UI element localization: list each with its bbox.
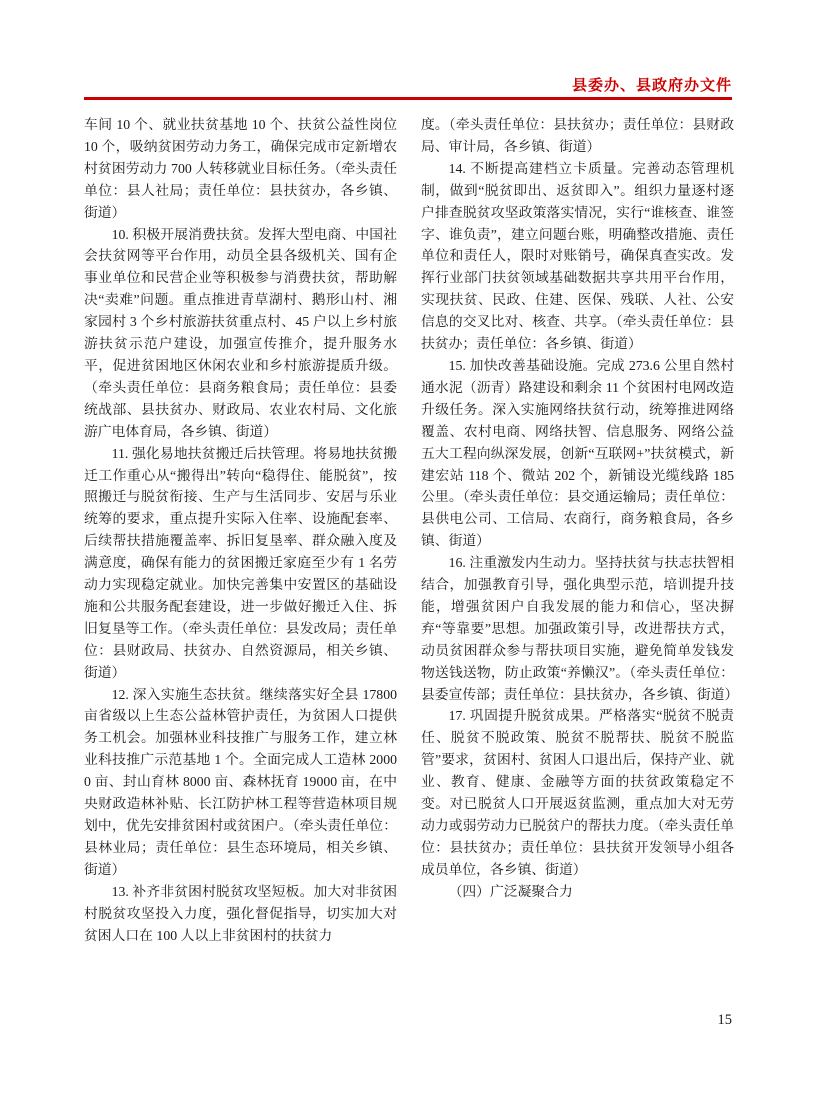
- paragraph: 度。（牵头责任单位：县扶贫办；责任单位：县财政局、审计局，各乡镇、街道）: [421, 117, 734, 154]
- paragraph: 10. 积极开展消费扶贫。发挥大型电商、中国社会扶贫网等平台作用，动员全县各级机关、国有企事业单位和民营企业等积极参与消费扶贫，帮助解决“卖难”问题。重点推进青草湖村、鹅形山村、湘家园村 3 个乡村旅游扶贫重点村、45 户以上乡村旅游扶贫示范户建设，加强宣传推介，提升服务水平，促进贫困地区休闲农业和乡村旅游提质升级。（牵头责任单位：县商务粮食局；责任单位：县委统战部、县扶贫办、财政局、农业农村局、文化旅游广电体育局，各乡镇、街道）: [84, 226, 397, 439]
- paragraph: 车间 10 个、就业扶贫基地 10 个、扶贫公益性岗位 10 个，吸纳贫困劳动力务工，确保完成市定新增农村贫困劳动力 700 人转移就业目标任务。（牵头责任单位：县人社局；责任单位：县扶贫办，各乡镇、街道）: [84, 117, 397, 220]
- document-body: [84, 114, 739, 946]
- header-title: 县委办、县政府办文件: [571, 77, 732, 94]
- paragraph: 15. 加快改善基础设施。完成 273.6 公里自然村通水泥（沥青）路建设和剩余 11 个贫困村电网改造升级任务。深入实施网络扶贫行动，统筹推进网络覆盖、农村电商、网络扶智、信息服务、网络公益五大工程向纵深发展，创新“互联网+”扶贫模式，新建宏站 118 个、微站 202 个，新铺设光缆线路 185 公里。（牵头责任单位：县交通运输局；责任单位：县供电公司、工信局、农商行，商务粮食局，各乡镇、街道）: [421, 357, 734, 549]
- paragraph: 11. 强化易地扶贫搬迁后扶管理。将易地扶贫搬迁工作重心从“搬得出”转向“稳得住、能脱贫”，按照搬迁与脱贫衔接、生产与生活同步、安居与乐业统筹的要求，重点提升实际入住率、设施配套率、后续帮扶措施覆盖率、拆旧复垦率、群众融入度及满意度，确保有能力的贫困搬迁家庭至少有 1 名劳动力实现稳定就业。加快完善集中安置区的基础设施和公共服务配套建设，进一步做好搬迁入住、拆旧复垦等工作。（牵头责任单位：县发改局；责任单位：县财政局、扶贫办、自然资源局，相关乡镇、街道）: [84, 445, 397, 680]
- left-column: [84, 114, 397, 946]
- page-number: 15: [717, 1012, 732, 1028]
- paragraph: 17. 巩固提升脱贫成果。严格落实“脱贫不脱责任、脱贫不脱政策、脱贫不脱帮扶、脱贫不脱监管”要求，贫困村、贫困人口退出后，保持产业、就业、教育、健康、金融等方面的扶贫政策稳定不变。对已脱贫人口开展返贫监测，重点加大对无劳动力或弱劳动力已脱贫户的帮扶力度。（牵头责任单位：县扶贫办；责任单位：县扶贫开发领导小组各成员单位，各乡镇、街道）: [421, 708, 734, 877]
- header-rule: [84, 97, 732, 100]
- paragraph: （四）广泛凝聚合力: [448, 883, 573, 899]
- paragraph: 16. 注重激发内生动力。坚持扶贫与扶志扶智相结合，加强教育引导，强化典型示范，培训提升技能，增强贫困户自我发展的能力和信心，坚决摒弃“等靠要”思想。加强政策引导，改进帮扶方式，动员贫困群众参与帮扶项目实施，避免简单发钱发物送钱送物，防止政策“养懒汉”。（牵头责任单位：县委宣传部；责任单位：县扶贫办，各乡镇、街道）: [421, 555, 739, 702]
- paragraph: 13. 补齐非贫困村脱贫攻坚短板。加大对非贫困村脱贫攻坚投入力度，强化督促指导，切实加大对贫困人口在 100 人以上非贫困村的扶贫力: [84, 883, 397, 943]
- right-column: [421, 114, 739, 946]
- paragraph: 12. 深入实施生态扶贫。继续落实好全县 17800 亩省级以上生态公益林管护责任，为贫困人口提供务工机会。加强林业科技推广与服务工作，建立林业科技推广示范基地 1 个。全面完成人工造林 20000 亩、封山育林 8000 亩、森林抚育 19000 亩，在中央财政造林补贴、长江防护林工程等营造林项目规划中，优先安排贫困村或贫困户。（牵头责任单位：县林业局；责任单位：县生态环境局，相关乡镇、街道）: [84, 686, 397, 877]
- paragraph: 14. 不断提高建档立卡质量。完善动态管理机制，做到“脱贫即出、返贫即入”。组织力量逐村逐户排查脱贫攻坚政策落实情况，实行“谁核查、谁签字、谁负责”，建立问题台账，明确整改措施、责任单位和责任人，限时对账销号，确保真查实改。发挥行业部门扶贫领域基础数据共享共用平台作用，实现扶贫、民政、住建、医保、残联、人社、公安信息的交叉比对、核查、共享。（牵头责任单位：县扶贫办；责任单位：各乡镇、街道）: [421, 160, 734, 352]
